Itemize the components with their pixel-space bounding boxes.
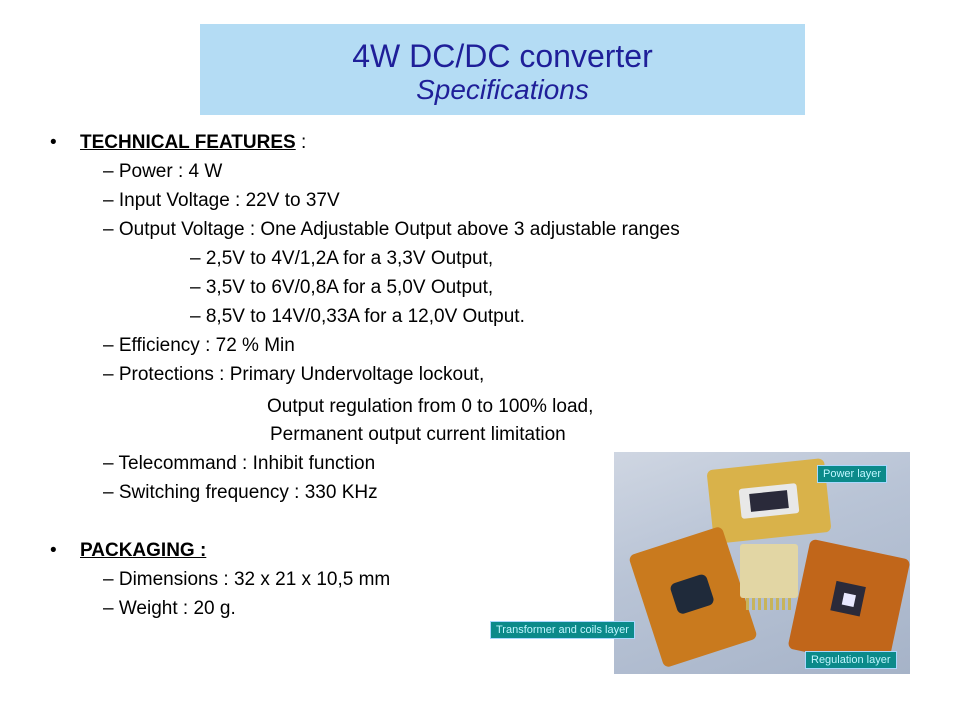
spec-dimensions: – Dimensions : 32 x 21 x 10,5 mm (103, 569, 391, 590)
bullet-packaging: • (50, 540, 57, 561)
transformer-layer-label: Transformer and coils layer (490, 621, 635, 639)
power-layer-label: Power layer (817, 465, 887, 483)
spec-input-voltage: – Input Voltage : 22V to 37V (103, 190, 340, 211)
module-package (740, 544, 798, 598)
regulation-layer-board (787, 539, 910, 670)
spec-efficiency: – Efficiency : 72 % Min (103, 335, 295, 356)
spec-range-2: – 3,5V to 6V/0,8A for a 5,0V Output, (190, 277, 494, 298)
slide-subtitle: Specifications (416, 74, 589, 105)
spec-output-voltage: – Output Voltage : One Adjustable Output above 3 adjustable ranges (103, 219, 680, 240)
transformer-layer-board (628, 526, 758, 669)
packaging-heading (80, 539, 206, 563)
spec-switching-frequency: – Switching frequency : 330 KHz (103, 482, 378, 503)
spec-range-1: – 2,5V to 4V/1,2A for a 3,3V Output, (190, 248, 494, 269)
technical-heading-colon: : (300, 132, 307, 153)
spec-telecommand: – Telecommand : Inhibit function (103, 453, 376, 474)
power-layer-board (706, 458, 831, 544)
spec-range-3: – 8,5V to 14V/0,33A for a 12,0V Output. (190, 306, 525, 327)
packaging-heading-text: PACKAGING : (80, 540, 207, 561)
technical-heading-text: TECHNICAL FEATURES (80, 132, 296, 153)
spec-protection-regulation: Output regulation from 0 to 100% load, (267, 396, 594, 417)
spec-protections: – Protections : Primary Undervoltage lockout, (103, 364, 485, 385)
technical-heading (80, 131, 306, 155)
spec-power: – Power : 4 W (103, 161, 223, 182)
slide-title: 4W DC/DC converter (352, 38, 653, 74)
converter-photo (614, 452, 910, 674)
bullet-technical: • (50, 132, 57, 153)
title-banner (200, 24, 805, 115)
regulation-layer-label: Regulation layer (805, 651, 897, 669)
spec-weight: – Weight : 20 g. (103, 598, 236, 619)
spec-protection-current-limit: Permanent output current limitation (270, 424, 566, 445)
